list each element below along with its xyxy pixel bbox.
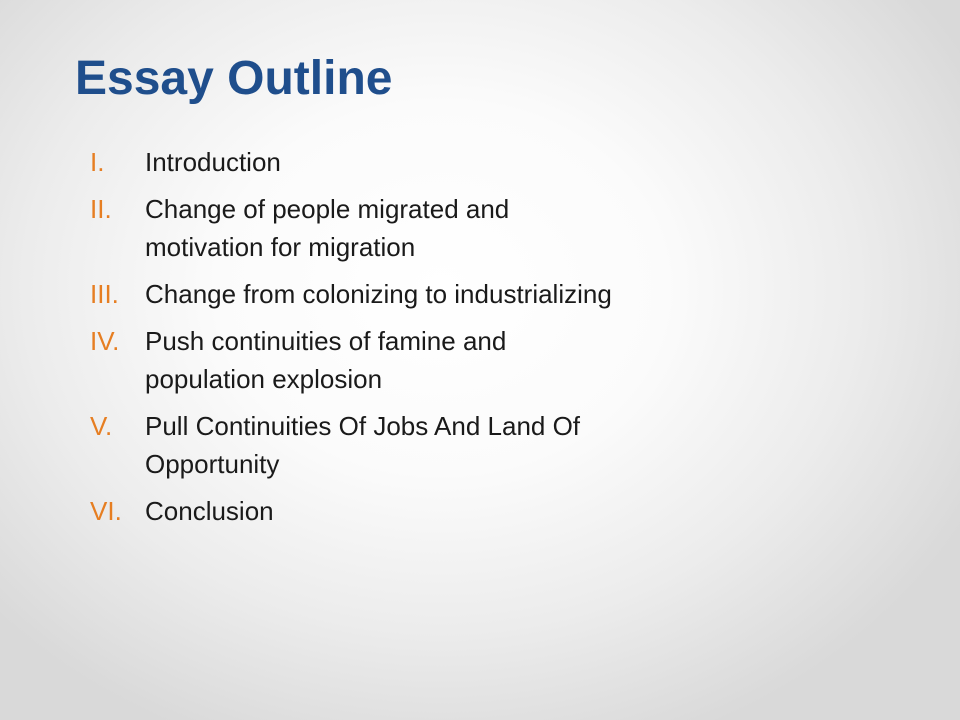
item-numeral: II. [90, 194, 112, 224]
item-numeral: III. [90, 279, 119, 309]
item-text: Change of people migrated and motivation for migration [145, 194, 510, 262]
item-numeral: V. [90, 411, 113, 441]
item-text: Conclusion [145, 496, 274, 526]
item-text: Push continuities of famine and population explosion [145, 326, 507, 394]
slide-title: Essay Outline [75, 52, 393, 105]
outline-item-introduction [90, 143, 750, 181]
item-numeral: VI. [90, 496, 122, 526]
item-text: Pull Continuities Of Jobs And Land Of Opportunity [145, 411, 581, 479]
outline-list [90, 143, 750, 539]
item-numeral: IV. [90, 326, 120, 356]
outline-item-push-continuities [90, 322, 750, 398]
outline-item-pull-continuities [90, 407, 750, 483]
item-numeral: I. [90, 147, 105, 177]
outline-item-conclusion [90, 492, 750, 530]
item-text: Introduction [145, 147, 281, 177]
outline-item-migration-change [90, 190, 750, 266]
item-text: Change from colonizing to industrializing [145, 279, 612, 309]
outline-item-colonizing [90, 275, 750, 313]
